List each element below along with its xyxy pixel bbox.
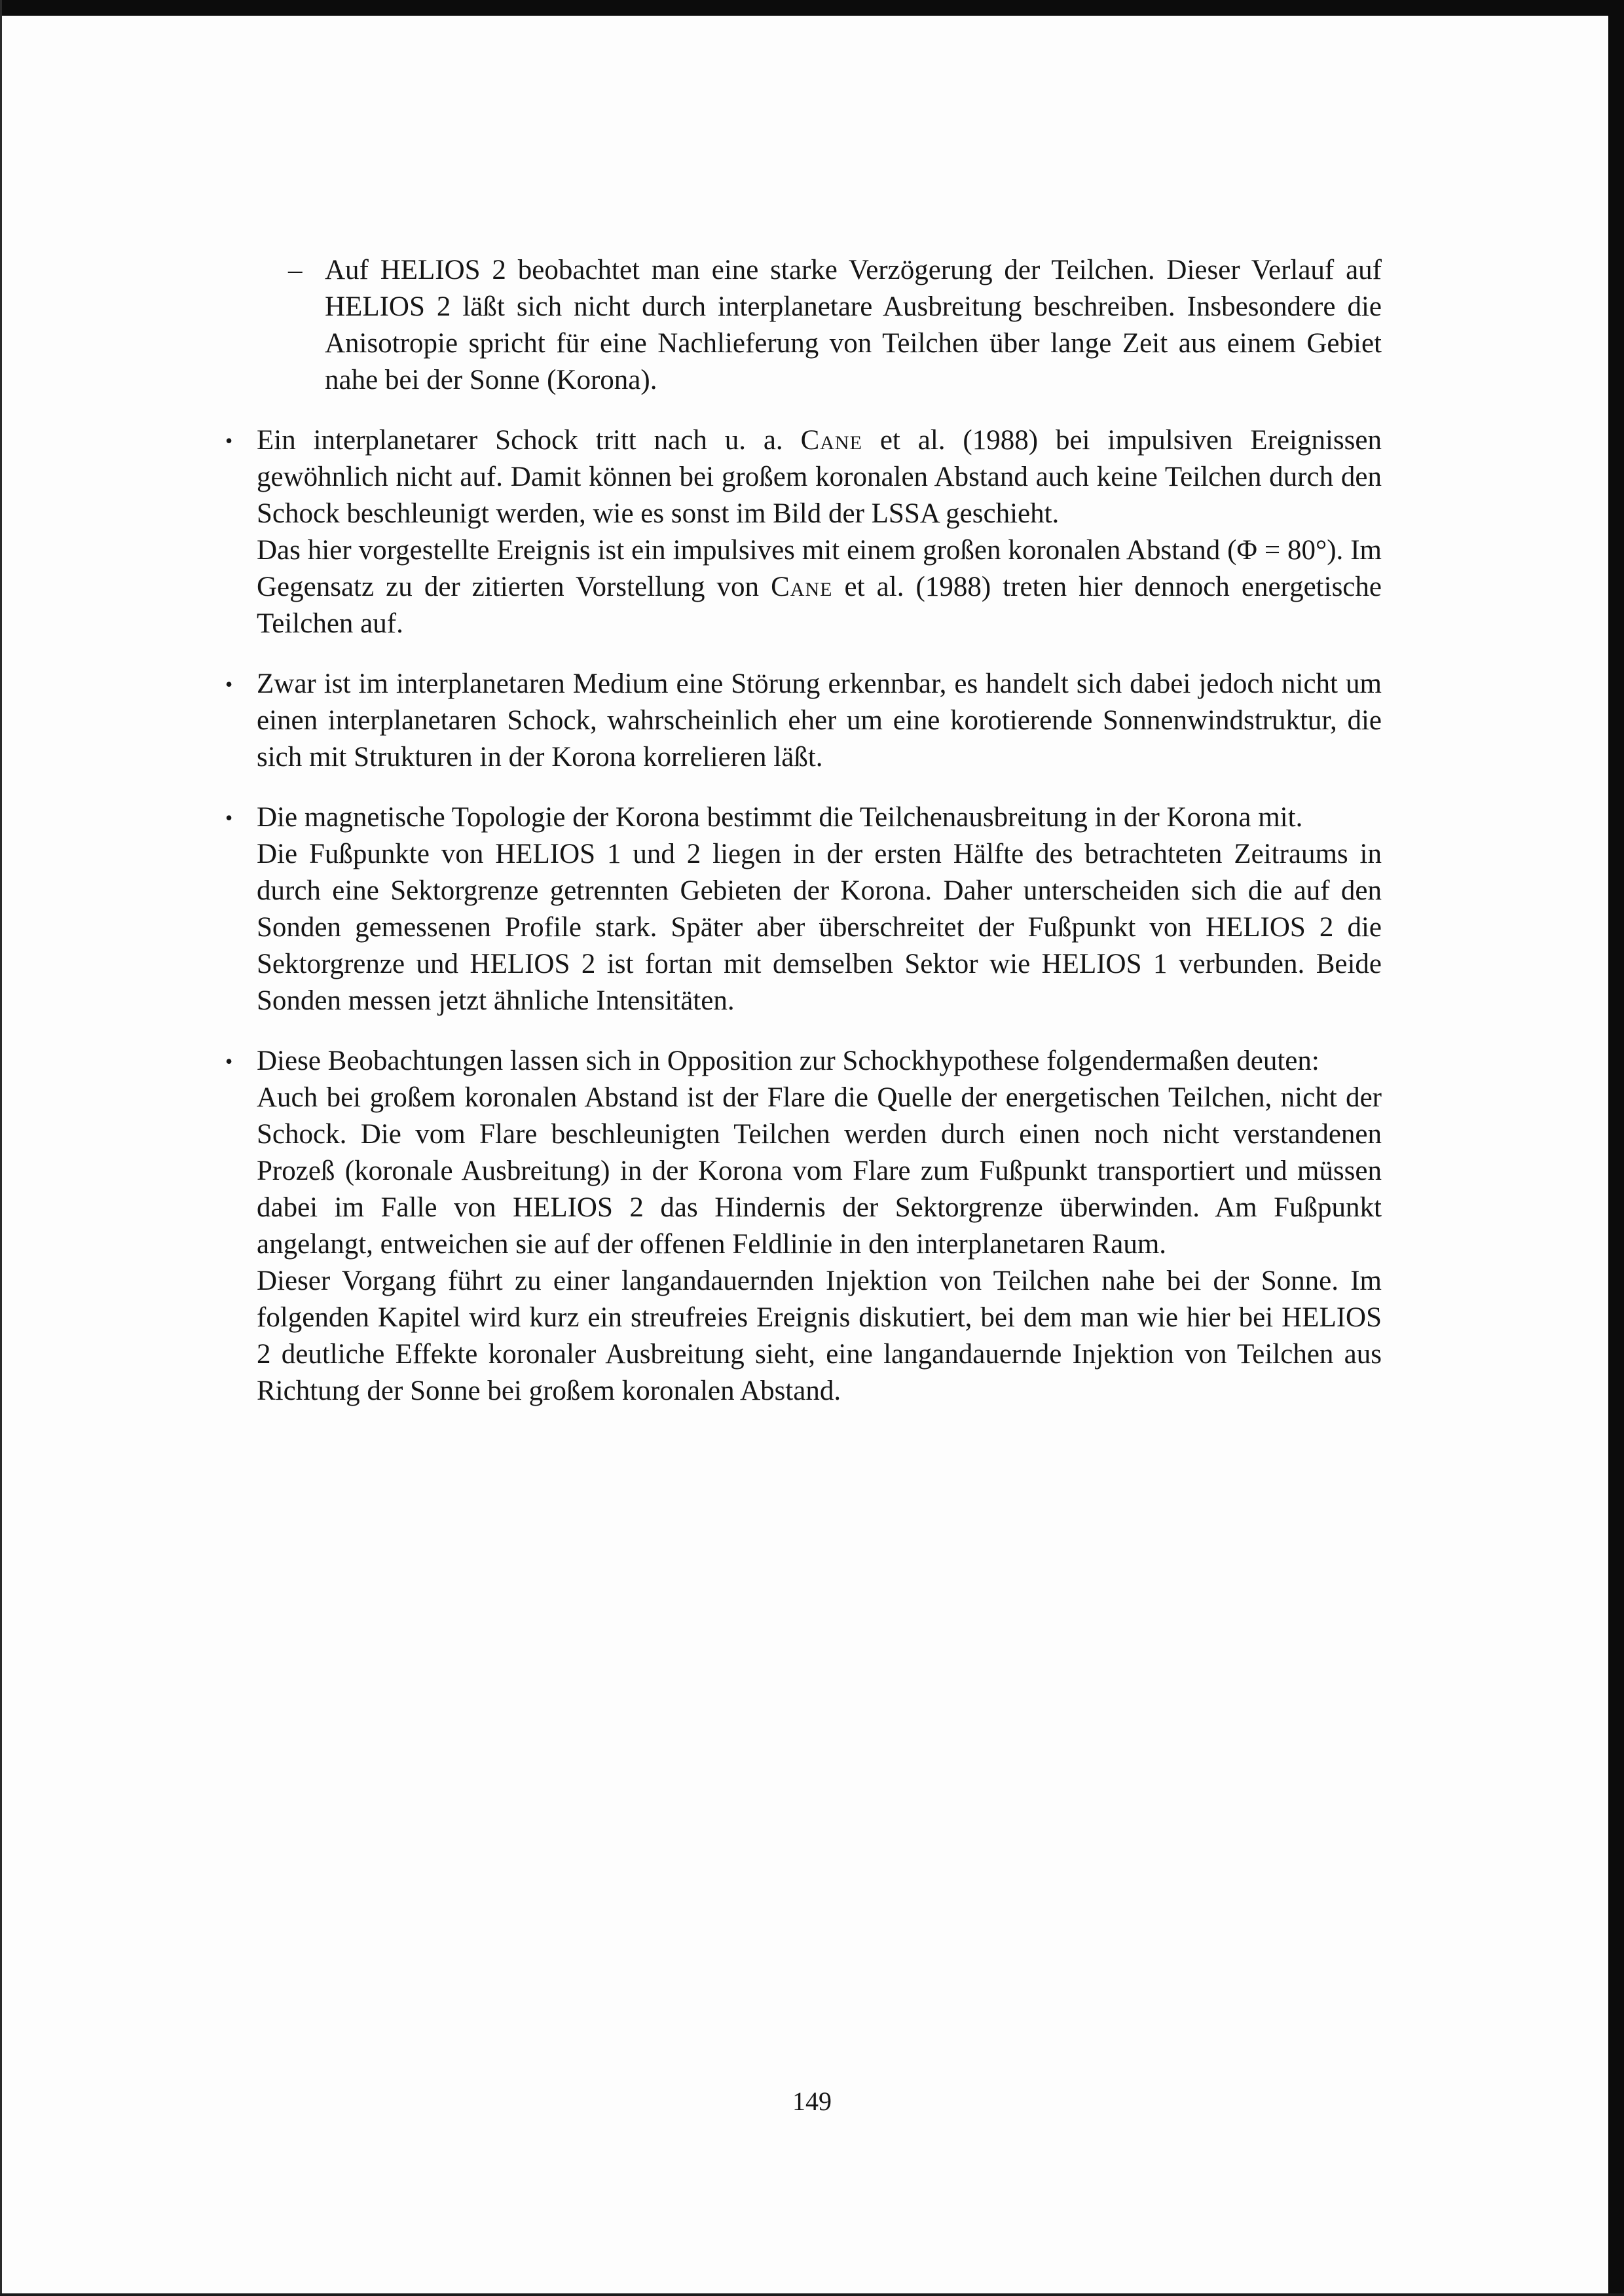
paragraph: Dieser Vorgang führt zu einer langandauernden Injektion von Teilchen nahe bei der Sonne. Im folgenden Kapitel wird kurz ein streufreies Ereignis diskutiert, bei dem man wie hier bei HELIOS 2 deutliche Effekte koronaler Ausbreitung sieht, eine langandauernde Injektion von Teilchen aus Richtung der Sonne bei großem koronalen Abstand.	[257, 1266, 1382, 1406]
bullet-marker: •	[225, 1049, 233, 1073]
page-number: 149	[792, 2086, 832, 2116]
dash-item-text: Auf HELIOS 2 beobachtet man eine starke Verzögerung der Teilchen. Dieser Verlauf auf HELIOS 2 läßt sich nicht durch interplanetare Ausbreitung beschreiben. Insbesondere die Anisotropie spricht für eine Nachlieferung von Teilchen über lange Zeit aus einem Gebiet nahe bei der Sonne (Korona).	[325, 255, 1382, 395]
paragraph: Die magnetische Topologie der Korona bestimmt die Teilchenausbreitung in der Korona mit.	[257, 802, 1303, 833]
paragraph: Zwar ist im interplanetaren Medium eine Störung erkennbar, es handelt sich dabei jedoch nicht um einen interplanetaren Schock, wahrscheinlich eher um eine korotierende Sonnenwindstruktur, die sich mit Strukturen in der Korona korrelieren läßt.	[257, 668, 1382, 773]
bullet-item-topology	[223, 799, 1382, 1019]
bullet-marker: •	[225, 806, 233, 829]
text-run: Ein interplanetarer Schock tritt nach u. a.	[257, 425, 801, 456]
paragraph	[257, 422, 1382, 532]
text-run: et al. (1988) bei impulsiven Ereignissen gewöhnlich nicht auf. Damit können bei großem koronalen Abstand auch keine Teilchen durch den Schock beschleunigt werden, wie es sonst im Bild der LSSA geschieht.	[257, 425, 1382, 529]
bullet-item-interpretation	[223, 1043, 1382, 1410]
paragraph: Diese Beobachtungen lassen sich in Opposition zur Schockhypothese folgendermaßen deuten:	[257, 1046, 1320, 1076]
scan-border-right	[1608, 0, 1624, 2296]
bullet-marker: •	[225, 429, 233, 452]
body-text	[223, 252, 1382, 1433]
text-run: et al. (1988) treten hier dennoch energetische Teilchen auf.	[257, 572, 1382, 639]
dash-marker: –	[288, 255, 303, 285]
paragraph: Auch bei großem koronalen Abstand ist der Flare die Quelle der energetischen Teilchen, nicht der Schock. Die vom Flare beschleunigten Teilchen werden durch einen noch nicht verstandenen Prozeß (koronale Ausbreitung) in der Korona vom Flare zum Fußpunkt transportiert und müssen dabei im Falle von HELIOS 2 das Hindernis der Sektorgrenze überwinden. Am Fußpunkt angelangt, entweichen sie auf der offenen Feldlinie in den interplanetaren Raum.	[257, 1082, 1382, 1260]
paragraph: Die Fußpunkte von HELIOS 1 und 2 liegen in der ersten Hälfte des betrachteten Zeitraums in durch eine Sektorgrenze getrennten Gebieten der Korona. Daher unterscheiden sich die auf den Sonden gemessenen Profile stark. Später aber überschreitet der Fußpunkt von HELIOS 2 die Sektorgrenze und HELIOS 2 ist fortan mit demselben Sektor wie HELIOS 1 verbunden. Beide Sonden messen jetzt ähnliche Intensitäten.	[257, 839, 1382, 1016]
paragraph	[257, 532, 1382, 642]
scan-border-left	[0, 0, 2, 2296]
dash-list-item	[223, 252, 1382, 399]
bullet-item-disturbance	[223, 666, 1382, 776]
text-run: Das hier vorgestellte Ereignis ist ein impulsives mit einem großen koronalen Abstand (Φ = 80°). Im Gegensatz zu der zitierten Vorstellung von	[257, 535, 1382, 602]
scan-border-bottom	[0, 2293, 1624, 2296]
bullet-item-shock	[223, 422, 1382, 642]
scan-border-top	[0, 0, 1624, 16]
citation-author: Cane	[800, 425, 862, 456]
bullet-marker: •	[225, 672, 233, 696]
citation-author: Cane	[771, 572, 833, 602]
